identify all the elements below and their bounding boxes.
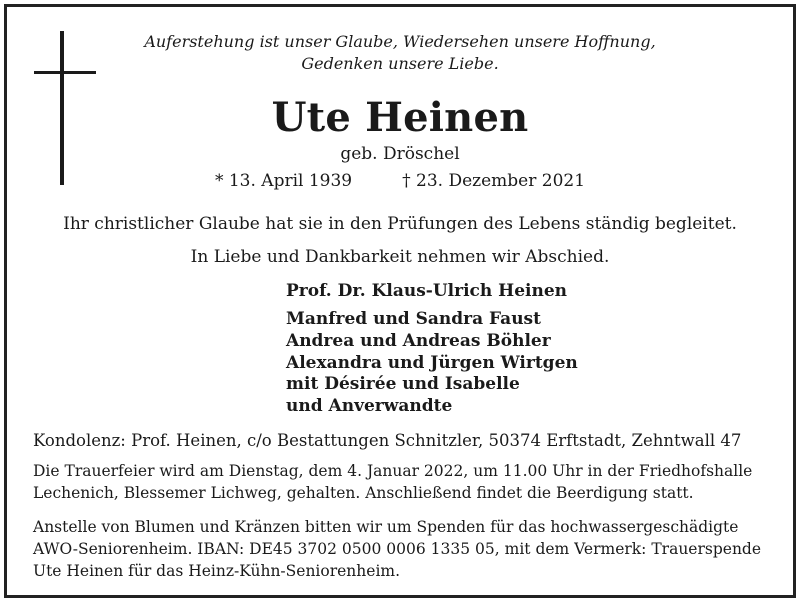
faith-text: Ihr christlicher Glaube hat sie in den Prüfungen des Lebens ständig begleitet.	[63, 214, 737, 234]
death-date: † 23. Dezember 2021	[402, 171, 586, 191]
motto-line-1: Auferstehung ist unser Glaube, Wiedersehen unsere Hoffnung,	[144, 32, 656, 51]
donation-line-3: Ute Heinen für das Heinz-Kühn-Seniorenheim.	[33, 562, 401, 580]
deceased-name: Ute Heinen	[271, 94, 529, 141]
condolence-address: Kondolenz: Prof. Heinen, c/o Bestattungen Schnitzler, 50374 Erftstadt, Zehntwall 47	[33, 431, 742, 450]
funeral-info-line-2: Lechenich, Blessemer Lichweg, gehalten. Anschließend findet die Beerdigung statt.	[33, 484, 694, 502]
donation-line-2: AWO-Seniorenheim. IBAN: DE45 3702 0500 0006 1335 05, mit dem Vermerk: Trauerspende	[33, 540, 762, 558]
donation-line-1: Anstelle von Blumen und Kränzen bitten wir um Spenden für das hochwassergeschädigte	[33, 518, 739, 536]
mourner-line-3: Andrea und Andreas Böhler	[286, 331, 551, 351]
mourner-line-5: mit Désirée und Isabelle	[286, 374, 520, 394]
mourner-line-2: Manfred und Sandra Faust	[286, 309, 541, 329]
life-dates	[0, 170, 800, 192]
mourner-line-1: Prof. Dr. Klaus-Ulrich Heinen	[286, 281, 568, 301]
motto-line-2: Gedenken unsere Liebe.	[301, 54, 499, 73]
birth-date: * 13. April 1939	[214, 171, 353, 191]
maiden-name: geb. Dröschel	[340, 144, 460, 164]
farewell-text: In Liebe und Dankbarkeit nehmen wir Abschied.	[190, 247, 610, 267]
mourner-line-6: und Anverwandte	[286, 396, 453, 416]
mourner-line-4: Alexandra und Jürgen Wirtgen	[286, 353, 578, 373]
funeral-info-line-1: Die Trauerfeier wird am Dienstag, dem 4. Januar 2022, um 11.00 Uhr in der Friedhofshalle	[33, 462, 753, 480]
